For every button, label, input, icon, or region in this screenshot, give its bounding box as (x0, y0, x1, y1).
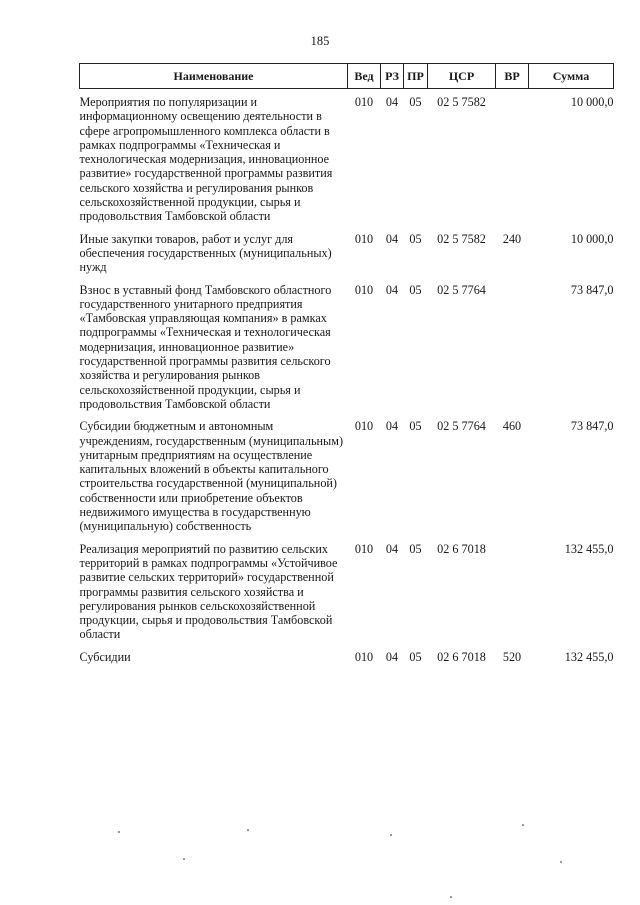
row-rz: 04 (385, 541, 399, 556)
row-vr: 240 (502, 231, 522, 246)
row-rz: 04 (385, 231, 399, 246)
row-vr (496, 89, 529, 232)
row-ved: 010 (354, 541, 374, 556)
header-sum: Сумма (529, 64, 614, 89)
scan-speck (560, 861, 562, 863)
table-row (80, 232, 614, 283)
row-name: Субсидии бюджетным и автономным учреждениям, государственным (муниципальным) унитарным предприятиям на осуществление капитальных вложений в объекты капитального строительства государственной (муниципальной) собственности или приобретение объектов недвижимого имущества в государственную (муниципальную) собственность (79, 419, 344, 534)
row-pr: 05 (409, 95, 422, 109)
row-sum: 73 847,0 (570, 282, 614, 297)
table-row (80, 419, 614, 541)
row-rz: 04 (385, 95, 399, 109)
row-pr: 05 (409, 649, 422, 664)
row-rz: 04 (385, 419, 399, 434)
row-pr: 05 (409, 419, 422, 434)
row-pr: 05 (409, 282, 422, 297)
row-rz: 04 (385, 282, 399, 297)
header-name: Наименование (80, 64, 348, 89)
row-csr: 02 5 7582 (437, 231, 486, 246)
row-name: Реализация мероприятий по развитию сельских территорий в рамках подпрограммы «Устойчивое развитие сельских территорий» государственной программы развития сельского хозяйства и регулирования рынков сельскохозяйственной продукции, сырья и продовольствия Тамбовской области (79, 541, 338, 642)
row-sum: 132 455,0 (564, 541, 614, 556)
header-ved: Вед (348, 64, 381, 89)
row-vr (496, 283, 529, 420)
row-sum: 132 455,0 (564, 649, 614, 664)
table-row (80, 283, 614, 420)
row-csr: 02 6 7018 (437, 649, 486, 664)
row-ved: 010 (354, 231, 374, 246)
row-sum: 73 847,0 (570, 419, 614, 434)
scan-speck (118, 831, 120, 833)
row-rz: 04 (385, 649, 399, 664)
row-sum: 10 000,0 (570, 231, 614, 246)
table-row (80, 542, 614, 650)
scan-speck (450, 896, 452, 898)
header-rz: РЗ (381, 64, 404, 89)
scan-speck (247, 829, 249, 831)
page-number: 185 (310, 34, 330, 48)
row-sum: 10 000,0 (570, 95, 614, 109)
row-ved: 010 (354, 419, 374, 434)
row-pr: 05 (409, 231, 422, 246)
scan-speck (390, 834, 392, 836)
scan-speck (183, 858, 185, 860)
row-ved: 010 (354, 282, 374, 297)
row-vr (496, 542, 529, 650)
row-csr: 02 5 7582 (437, 95, 486, 109)
header-csr: ЦСР (428, 64, 496, 89)
header-pr: ПР (404, 64, 428, 89)
row-csr: 02 5 7764 (437, 419, 486, 434)
row-name: Субсидии (79, 649, 131, 664)
row-name: Взнос в уставный фонд Тамбовского областного государственного унитарного предприятия «Тамбовская управляющая компания» в рамках подпрограммы «Техническая и технологическая модернизация, инновационное развитие» государственной программы развития сельского хозяйства и регулирования рынков сельскохозяйственной продукции, сырья и продовольствия Тамбовской области (79, 282, 332, 411)
budget-table (79, 63, 614, 672)
row-csr: 02 5 7764 (437, 282, 486, 297)
table-header (80, 64, 614, 89)
row-ved: 010 (354, 649, 374, 664)
row-ved: 010 (354, 95, 374, 109)
header-vr: ВР (496, 64, 529, 89)
row-csr: 02 6 7018 (437, 541, 486, 556)
row-name: Мероприятия по популяризации и информационному освещению деятельности в сфере агропромышленного комплекса области в рамках подпрограммы «Техническая и технологическая модернизация, инновационное развитие» государственной программы развития сельского хозяйства и регулирования рынков сельскохозяйственной продукции, сырья и продовольствия Тамбовской области (79, 95, 333, 224)
row-vr: 520 (502, 649, 522, 664)
table-row (80, 89, 614, 232)
row-vr: 460 (502, 419, 522, 434)
row-name: Иные закупки товаров, работ и услуг для обеспечения государственных (муниципальных) нужд (79, 231, 332, 275)
scan-speck (522, 824, 524, 826)
row-pr: 05 (409, 541, 422, 556)
table-row (80, 650, 614, 672)
